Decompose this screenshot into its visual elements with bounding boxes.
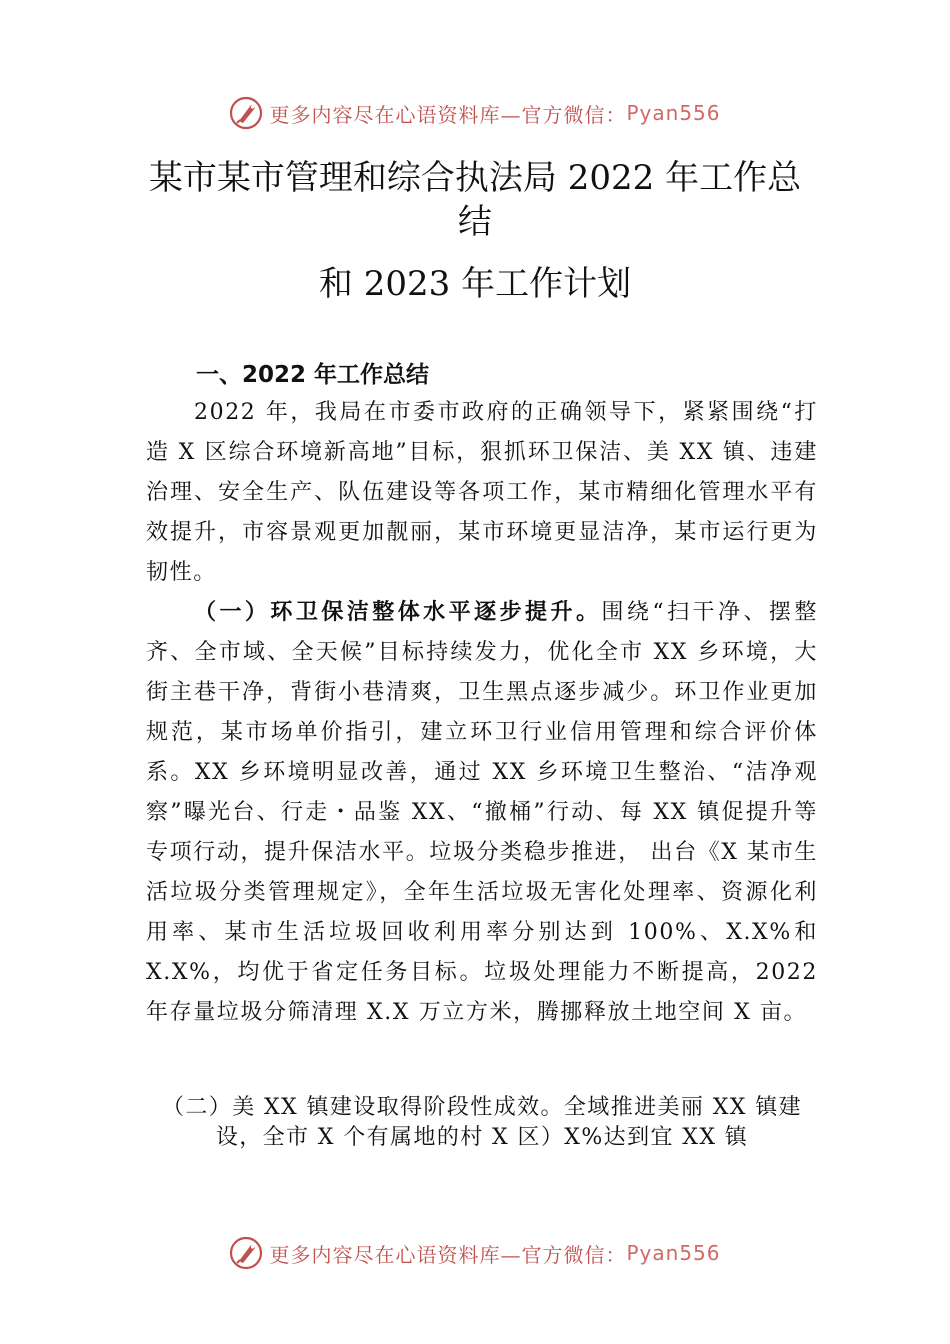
watermark-header [0,96,950,130]
paragraph-sanitation-lead: （一）环卫保洁整体水平逐步提升。 [194,599,602,625]
document-title: 某市某市管理和综合执法局 2022 年工作总结 [148,158,802,242]
document-subtitle: 和 2023 年工作计划 [318,264,632,304]
paragraph-town-construction: （二）美 XX 镇建设取得阶段性成效。全域推进美丽 XX 镇建设，全市 X 个有属地的村 X 区）X%达到宜 XX 镇 [161,1095,803,1150]
section-heading-2022-summary: 一、2022 年工作总结 [196,362,430,388]
paragraph-sanitation-body: 围绕“扫干净、摆整齐、全市域、全天候”目标持续发力，优化全市 XX 乡环境，大街主巷干净，背街小巷清爽，卫生黑点逐步减少。环卫作业更加规范，某市场单价指引，建立环卫行业信用管理和综合评价体系。XX 乡环境明显改善，通过 XX 乡环境卫生整治、“洁净观察”曝光台、行走・品鉴 XX、“撤桶”行动、每 XX 镇促提升等专项行动，提升保洁水平。垃圾分类稳步推进， 出台《X 某市生活垃圾分类管理规定》，全年生活垃圾无害化处理率、资源化利用率、某市生活垃圾回收利用率分别达到 100%、X.X%和 X.X%，均优于省定任务目标。垃圾处理能力不断提高，2022 年存量垃圾分筛清理 X.X 万立方米，腾挪释放土地空间 X 亩。 [146,600,818,1025]
watermark-footer [0,1236,950,1270]
watermark-text: 更多内容尽在心语资料库—官方微信： [269,102,627,127]
watermark-wechat-id: Pyan556 [626,1241,721,1265]
pen-nib-logo-icon [229,1236,263,1270]
watermark-text: 更多内容尽在心语资料库—官方微信： [269,1242,627,1267]
paragraph-overview: 2022 年，我局在市委市政府的正确领导下，紧紧围绕“打造 X 区综合环境新高地”目标，狠抓环卫保洁、美 XX 镇、违建治理、安全生产、队伍建设等各项工作，某市精细化管理水平有效提升，市容景观更加靓丽，某市环境更显洁净，某市运行更为韧性。 [146,400,818,585]
watermark-wechat-id: Pyan556 [626,101,721,125]
pen-nib-logo-icon [229,96,263,130]
paragraph-sanitation [146,592,818,1033]
